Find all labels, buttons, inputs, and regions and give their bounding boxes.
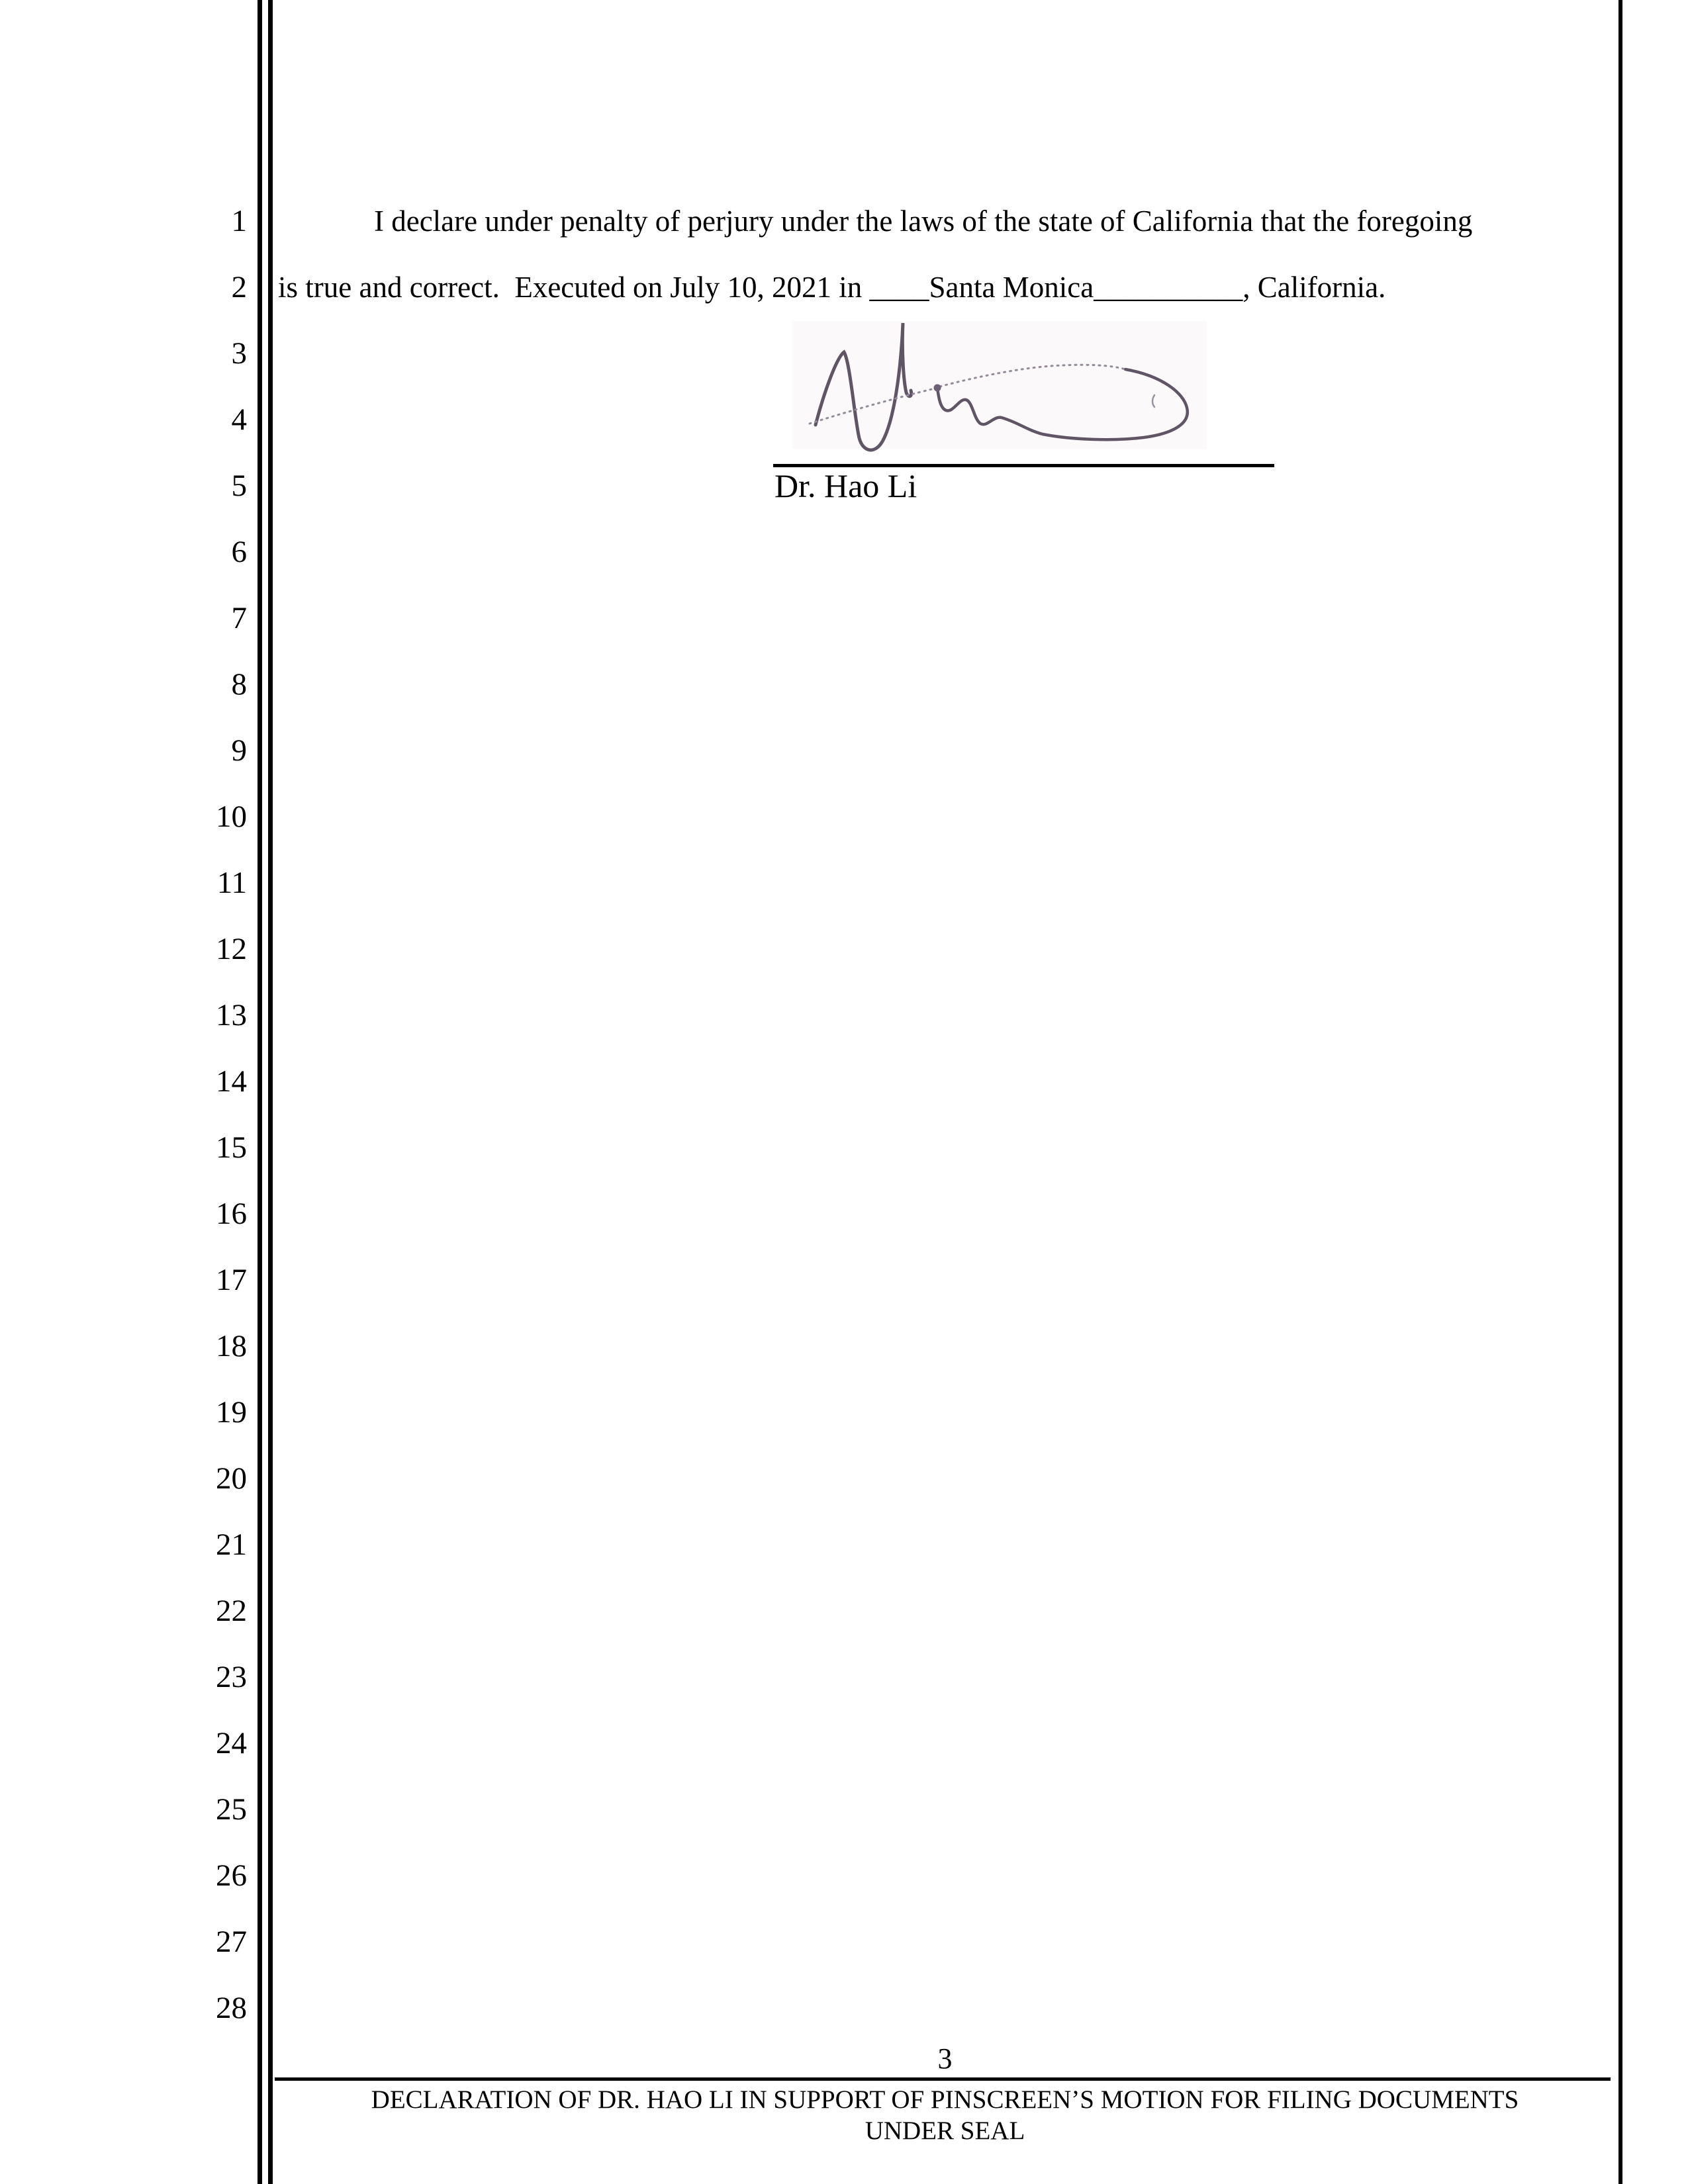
line-number: 4 <box>231 402 247 437</box>
line-number: 2 <box>231 270 247 304</box>
line-number: 23 <box>216 1660 247 1694</box>
declaration-sentence-line-2: is true and correct. Executed on July 10, 2021 in ____Santa Monica__________, California. <box>278 271 1386 304</box>
line-number: 6 <box>231 535 247 569</box>
line-number: 19 <box>216 1395 247 1430</box>
line-number: 11 <box>216 866 247 900</box>
left-margin-rule-outer <box>258 0 262 2184</box>
line-number: 24 <box>216 1726 247 1760</box>
declaration-sentence-line-1: I declare under penalty of perjury under the laws of the state of California that the foregoing <box>374 205 1473 238</box>
pen-dot <box>934 385 941 392</box>
page-number: 3 <box>937 2042 953 2075</box>
line-number: 9 <box>231 733 247 768</box>
line-number: 20 <box>216 1461 247 1496</box>
footer-rule <box>275 2077 1611 2081</box>
line-number: 28 <box>216 1991 247 2025</box>
line-number: 1 <box>231 204 247 238</box>
line-number: 7 <box>231 601 247 635</box>
footer-title-line-1: DECLARATION OF DR. HAO LI IN SUPPORT OF PINSCREEN’S MOTION FOR FILING DOCUMENTS <box>371 2085 1519 2114</box>
signature-scan-background <box>792 321 1207 449</box>
line-number: 17 <box>216 1263 247 1297</box>
handwritten-signature-icon <box>761 311 1225 457</box>
line-number: 16 <box>216 1197 247 1231</box>
footer-title-line-2: UNDER SEAL <box>865 2116 1025 2145</box>
line-number: 18 <box>216 1329 247 1363</box>
line-number: 27 <box>216 1925 247 1959</box>
line-number: 25 <box>216 1792 247 1827</box>
line-number: 26 <box>216 1858 247 1893</box>
line-number: 13 <box>216 998 247 1032</box>
line-number: 15 <box>216 1130 247 1165</box>
line-number: 10 <box>216 799 247 834</box>
line-number: 3 <box>231 336 247 371</box>
line-number: 12 <box>216 932 247 966</box>
line-number: 22 <box>216 1594 247 1628</box>
line-number: 5 <box>231 469 247 503</box>
left-margin-rule-inner <box>268 0 273 2184</box>
signatory-name: Dr. Hao Li <box>774 467 917 504</box>
line-number: 14 <box>216 1064 247 1099</box>
line-number: 21 <box>216 1527 247 1562</box>
right-margin-rule <box>1618 0 1622 2184</box>
line-number: 8 <box>231 667 247 702</box>
